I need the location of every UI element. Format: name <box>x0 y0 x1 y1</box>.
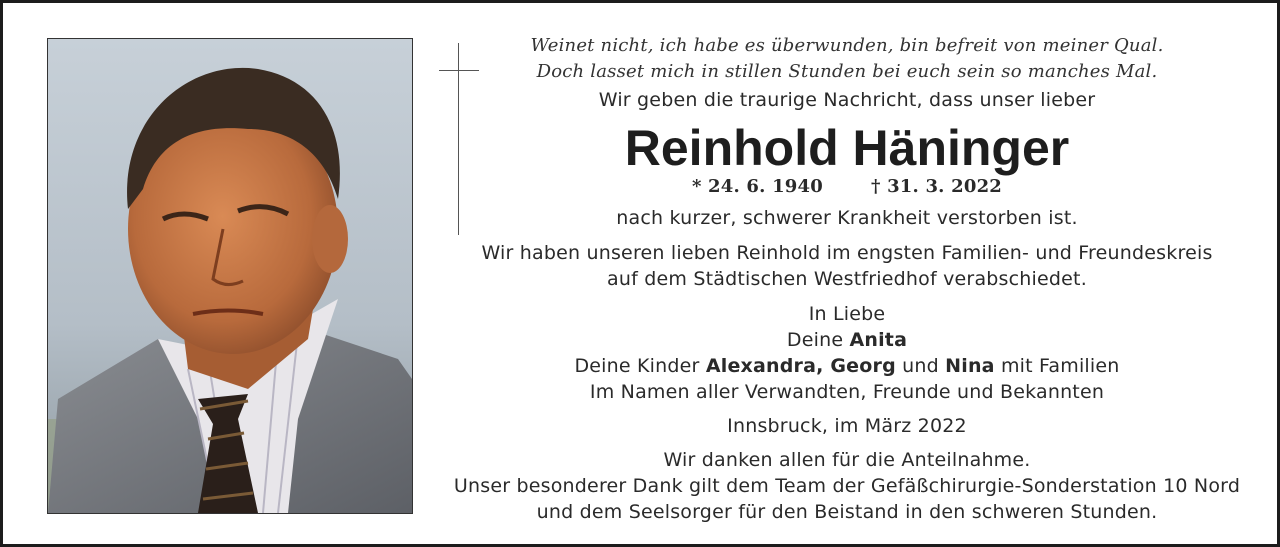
verse <box>443 33 1251 85</box>
portrait-photo <box>47 38 413 514</box>
mourner-spouse-name: Anita <box>849 329 908 351</box>
farewell-line-1: Wir haben unseren lieben Reinhold im engsten Familien- und Freundeskreis <box>481 242 1213 264</box>
mourner-spouse-prefix: Deine <box>786 329 844 351</box>
mourner-spouse <box>443 327 1251 353</box>
thanks-line-3: und dem Seelsorger für den Beistand in den schweren Stunden. <box>536 501 1158 523</box>
place-date: Innsbruck, im März 2022 <box>727 415 967 437</box>
in-liebe: In Liebe <box>808 303 886 325</box>
mourner-children-prefix: Deine Kinder <box>574 355 700 377</box>
mourner-children-names: Alexandra, Georg <box>705 355 896 377</box>
thanks-line-2: Unser besonderer Dank gilt dem Team der Gefäßchirurgie-Sonderstation 10 Nord <box>453 475 1241 497</box>
mourner-child-nina: Nina <box>945 355 995 377</box>
life-dates <box>443 175 1251 199</box>
cause-of-death: nach kurzer, schwerer Krankheit verstorben ist. <box>616 207 1078 229</box>
farewell-line-2: auf dem Städtischen Westfriedhof verabschiedet. <box>607 268 1087 290</box>
verse-line-1: Weinet nicht, ich habe es überwunden, bin befreit von meiner Qual. <box>530 35 1164 56</box>
notice-text <box>443 33 1251 525</box>
mourner-relatives: Im Namen aller Verwandten, Freunde und Bekannten <box>589 381 1105 403</box>
deceased-name: Reinhold Häninger <box>624 120 1070 176</box>
death-date: † 31. 3. 2022 <box>871 176 1003 197</box>
mourner-children-und: und <box>902 355 939 377</box>
intro-text: Wir geben die traurige Nachricht, dass unser lieber <box>598 89 1096 111</box>
thanks-paragraph <box>443 447 1251 525</box>
thanks-line-1: Wir danken allen für die Anteilnahme. <box>663 449 1031 471</box>
birth-date: * 24. 6. 1940 <box>691 176 823 197</box>
farewell-paragraph <box>443 240 1251 292</box>
mourner-children <box>443 353 1251 379</box>
mourners <box>443 301 1251 405</box>
mourner-children-suffix: mit Familien <box>1000 355 1120 377</box>
verse-line-2: Doch lasset mich in stillen Stunden bei euch sein so manches Mal. <box>536 61 1158 82</box>
